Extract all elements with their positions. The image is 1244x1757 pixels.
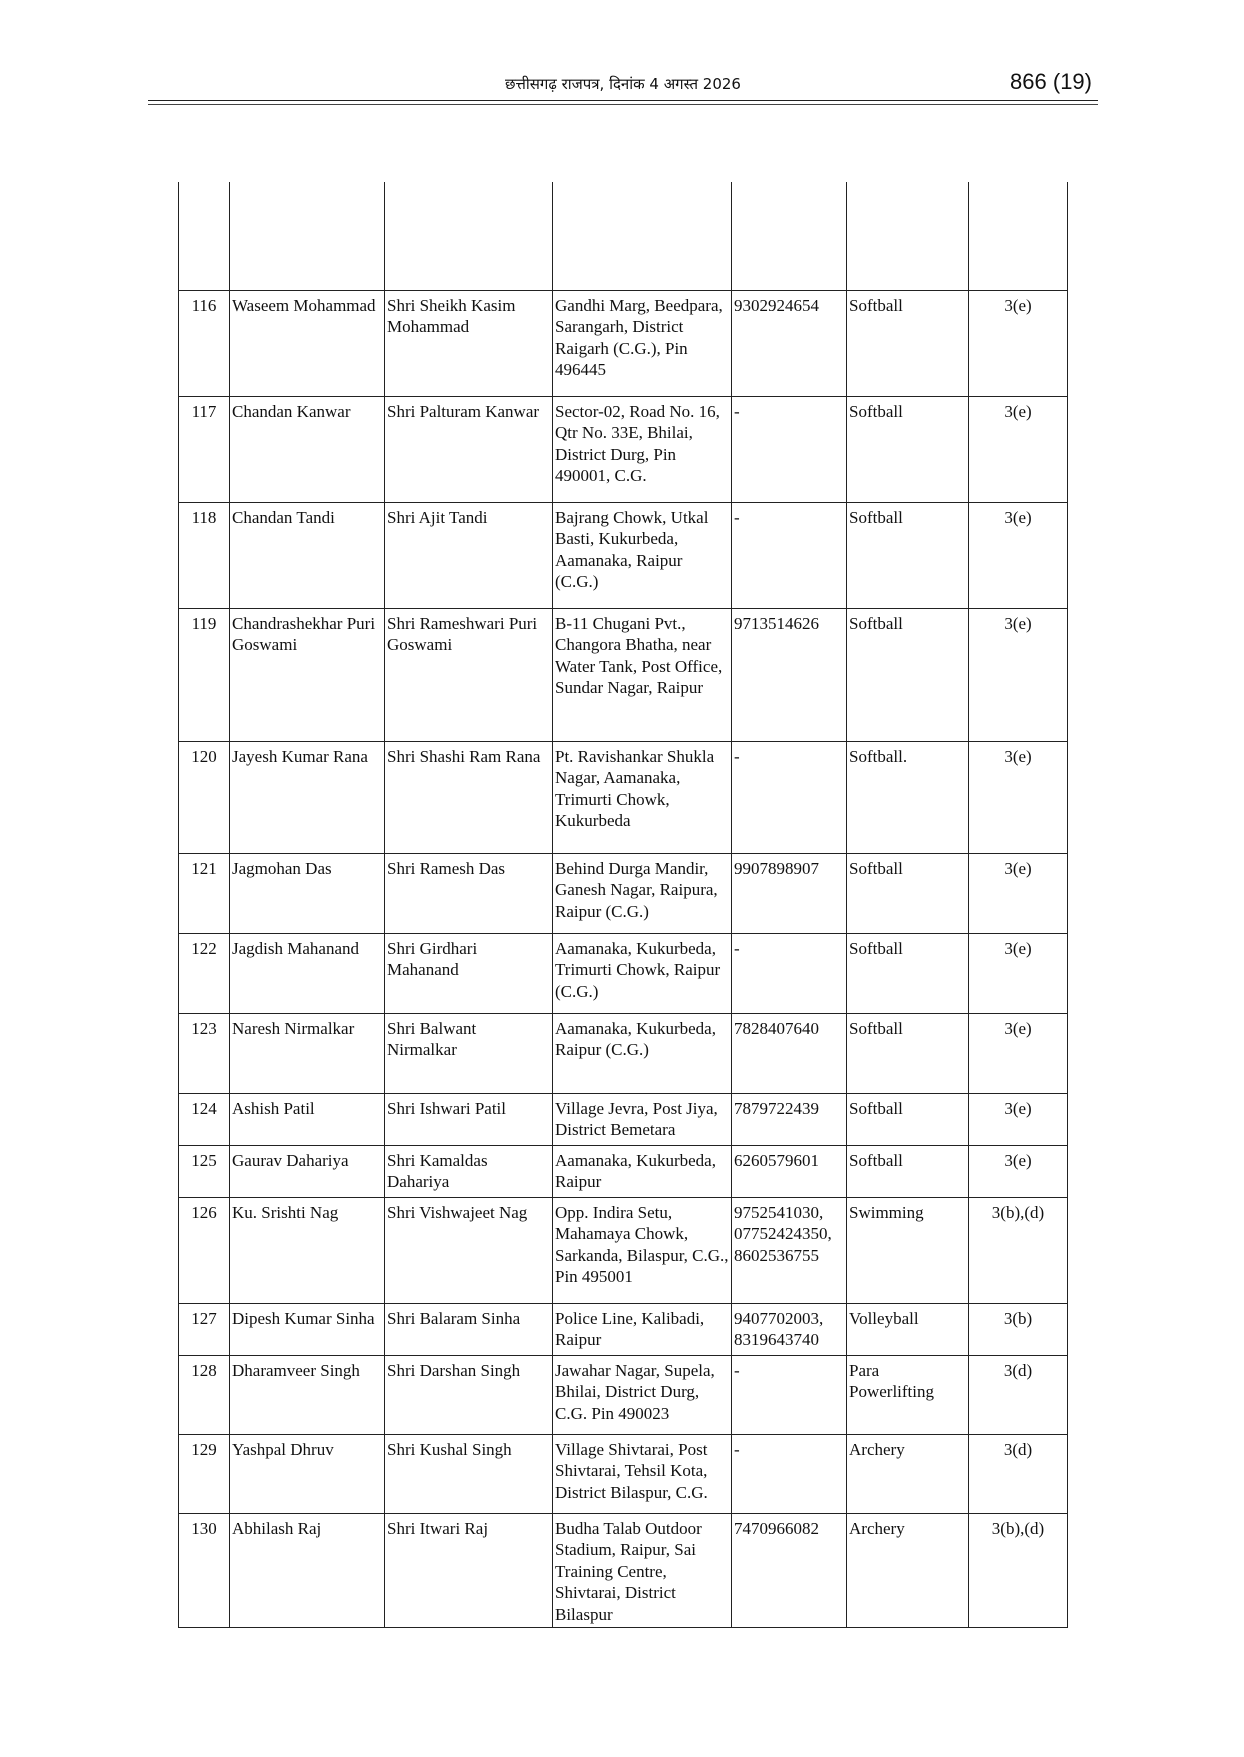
address-cell: Jawahar Nagar, Supela, Bhilai, District Durg, C.G. Pin 490023	[553, 1355, 732, 1434]
address-cell: Bajrang Chowk, Utkal Basti, Kukurbeda, Aamanaka, Raipur (C.G.)	[553, 502, 732, 608]
address-cell: Aamanaka, Kukurbeda, Trimurti Chowk, Raipur (C.G.)	[553, 933, 732, 1013]
phone-cell: 9907898907	[732, 853, 847, 933]
father-name-cell: Shri Ramesh Das	[385, 853, 553, 933]
phone-cell: -	[732, 741, 847, 853]
father-name-cell: Shri Ajit Tandi	[385, 502, 553, 608]
player-name-cell: Ashish Patil	[230, 1093, 385, 1145]
serial-number-cell: 122	[179, 933, 230, 1013]
father-name-cell: Shri Vishwajeet Nag	[385, 1197, 553, 1303]
serial-number-cell: 130	[179, 1513, 230, 1628]
table-row	[179, 396, 1068, 502]
player-name-cell: Dharamveer Singh	[230, 1355, 385, 1434]
father-name-cell: Shri Rameshwari Puri Goswami	[385, 608, 553, 741]
player-name-cell: Chandan Kanwar	[230, 396, 385, 502]
sport-cell: Volleyball	[847, 1303, 969, 1355]
sport-cell: Softball	[847, 1093, 969, 1145]
phone-cell: 9407702003, 8319643740	[732, 1303, 847, 1355]
sport-cell: Para Powerlifting	[847, 1355, 969, 1434]
player-table	[178, 182, 1068, 1628]
table-row	[179, 1513, 1068, 1628]
serial-number-cell: 124	[179, 1093, 230, 1145]
category-cell: 3(e)	[969, 853, 1068, 933]
table-row	[179, 1145, 1068, 1197]
category-cell: 3(e)	[969, 1093, 1068, 1145]
gazette-title: छत्तीसगढ़ राजपत्र, दिनांक 4 अगस्त 2026	[505, 75, 741, 93]
address-cell: Opp. Indira Setu, Mahamaya Chowk, Sarkanda, Bilaspur, C.G., Pin 495001	[553, 1197, 732, 1303]
page-number: 866 (19)	[1010, 69, 1092, 94]
category-cell: 3(e)	[969, 933, 1068, 1013]
serial-number-cell: 117	[179, 396, 230, 502]
sport-cell: Archery	[847, 1513, 969, 1628]
address-cell: Village Jevra, Post Jiya, District Bemetara	[553, 1093, 732, 1145]
serial-number-cell: 125	[179, 1145, 230, 1197]
category-cell: 3(b),(d)	[969, 1197, 1068, 1303]
phone-cell: 7828407640	[732, 1013, 847, 1093]
table-row	[179, 933, 1068, 1013]
father-name-cell: Shri Shashi Ram Rana	[385, 741, 553, 853]
address-cell: Budha Talab Outdoor Stadium, Raipur, Sai Training Centre, Shivtarai, District Bilaspur	[553, 1513, 732, 1628]
address-cell: Gandhi Marg, Beedpara, Sarangarh, District Raigarh (C.G.), Pin 496445	[553, 290, 732, 396]
sport-cell: Softball	[847, 933, 969, 1013]
table-row	[179, 741, 1068, 853]
player-name-cell: Abhilash Raj	[230, 1513, 385, 1628]
category-cell: 3(e)	[969, 502, 1068, 608]
father-name-cell: Shri Itwari Raj	[385, 1513, 553, 1628]
sport-cell: Softball	[847, 290, 969, 396]
address-cell: B-11 Chugani Pvt., Changora Bhatha, near Water Tank, Post Office, Sundar Nagar, Raipur	[553, 608, 732, 741]
phone-cell: -	[732, 1355, 847, 1434]
address-cell: Aamanaka, Kukurbeda, Raipur	[553, 1145, 732, 1197]
table-row	[179, 1355, 1068, 1434]
category-cell: 3(e)	[969, 290, 1068, 396]
father-name-cell: Shri Kamaldas Dahariya	[385, 1145, 553, 1197]
page-header	[148, 66, 1098, 102]
player-name-cell: Ku. Srishti Nag	[230, 1197, 385, 1303]
header-rule-bottom	[148, 104, 1098, 105]
phone-cell: -	[732, 396, 847, 502]
category-cell: 3(d)	[969, 1355, 1068, 1434]
serial-number-cell: 123	[179, 1013, 230, 1093]
sport-cell: Softball	[847, 608, 969, 741]
player-table-body	[179, 182, 1068, 1628]
table-row	[179, 1013, 1068, 1093]
table-row	[179, 502, 1068, 608]
player-name-cell: Chandrashekhar Puri Goswami	[230, 608, 385, 741]
header-rule-top	[148, 100, 1098, 101]
table-row	[179, 290, 1068, 396]
father-name-cell: Shri Sheikh Kasim Mohammad	[385, 290, 553, 396]
table-row	[179, 853, 1068, 933]
category-cell: 3(b),(d)	[969, 1513, 1068, 1628]
serial-number-cell: 128	[179, 1355, 230, 1434]
phone-cell: -	[732, 933, 847, 1013]
phone-cell: 7879722439	[732, 1093, 847, 1145]
father-name-cell: Shri Palturam Kanwar	[385, 396, 553, 502]
category-cell: 3(d)	[969, 1434, 1068, 1513]
address-cell: Aamanaka, Kukurbeda, Raipur (C.G.)	[553, 1013, 732, 1093]
sport-cell: Softball	[847, 502, 969, 608]
address-cell: Behind Durga Mandir, Ganesh Nagar, Raipura, Raipur (C.G.)	[553, 853, 732, 933]
father-name-cell: Shri Girdhari Mahanand	[385, 933, 553, 1013]
phone-cell: 9752541030, 07752424350, 8602536755	[732, 1197, 847, 1303]
serial-number-cell: 119	[179, 608, 230, 741]
category-cell: 3(e)	[969, 396, 1068, 502]
player-name-cell: Gaurav Dahariya	[230, 1145, 385, 1197]
serial-number-cell: 126	[179, 1197, 230, 1303]
address-cell: Sector-02, Road No. 16, Qtr No. 33E, Bhilai, District Durg, Pin 490001, C.G.	[553, 396, 732, 502]
player-name-cell: Dipesh Kumar Sinha	[230, 1303, 385, 1355]
player-name-cell: Jagmohan Das	[230, 853, 385, 933]
category-cell: 3(b)	[969, 1303, 1068, 1355]
sport-cell: Archery	[847, 1434, 969, 1513]
address-cell: Police Line, Kalibadi, Raipur	[553, 1303, 732, 1355]
sport-cell: Softball	[847, 396, 969, 502]
category-cell: 3(e)	[969, 741, 1068, 853]
player-name-cell: Jayesh Kumar Rana	[230, 741, 385, 853]
phone-cell: -	[732, 502, 847, 608]
category-cell: 3(e)	[969, 1013, 1068, 1093]
table-row	[179, 1197, 1068, 1303]
sport-cell: Softball	[847, 1013, 969, 1093]
phone-cell: -	[732, 1434, 847, 1513]
phone-cell: 6260579601	[732, 1145, 847, 1197]
serial-number-cell: 121	[179, 853, 230, 933]
father-name-cell: Shri Darshan Singh	[385, 1355, 553, 1434]
player-name-cell: Waseem Mohammad	[230, 290, 385, 396]
address-cell: Pt. Ravishankar Shukla Nagar, Aamanaka, Trimurti Chowk, Kukurbeda	[553, 741, 732, 853]
table-row	[179, 1303, 1068, 1355]
serial-number-cell: 129	[179, 1434, 230, 1513]
phone-cell: 9302924654	[732, 290, 847, 396]
father-name-cell: Shri Balwant Nirmalkar	[385, 1013, 553, 1093]
player-name-cell: Naresh Nirmalkar	[230, 1013, 385, 1093]
table-row	[179, 608, 1068, 741]
sport-cell: Softball	[847, 1145, 969, 1197]
sport-cell: Softball.	[847, 741, 969, 853]
serial-number-cell: 120	[179, 741, 230, 853]
player-name-cell: Jagdish Mahanand	[230, 933, 385, 1013]
category-cell: 3(e)	[969, 608, 1068, 741]
table-row	[179, 1434, 1068, 1513]
player-name-cell: Yashpal Dhruv	[230, 1434, 385, 1513]
father-name-cell: Shri Balaram Sinha	[385, 1303, 553, 1355]
serial-number-cell: 118	[179, 502, 230, 608]
player-name-cell: Chandan Tandi	[230, 502, 385, 608]
sport-cell: Swimming	[847, 1197, 969, 1303]
continuation-row	[179, 182, 1068, 290]
phone-cell: 7470966082	[732, 1513, 847, 1628]
table-row	[179, 1093, 1068, 1145]
serial-number-cell: 127	[179, 1303, 230, 1355]
father-name-cell: Shri Ishwari Patil	[385, 1093, 553, 1145]
category-cell: 3(e)	[969, 1145, 1068, 1197]
sport-cell: Softball	[847, 853, 969, 933]
father-name-cell: Shri Kushal Singh	[385, 1434, 553, 1513]
address-cell: Village Shivtarai, Post Shivtarai, Tehsil Kota, District Bilaspur, C.G.	[553, 1434, 732, 1513]
serial-number-cell: 116	[179, 290, 230, 396]
phone-cell: 9713514626	[732, 608, 847, 741]
